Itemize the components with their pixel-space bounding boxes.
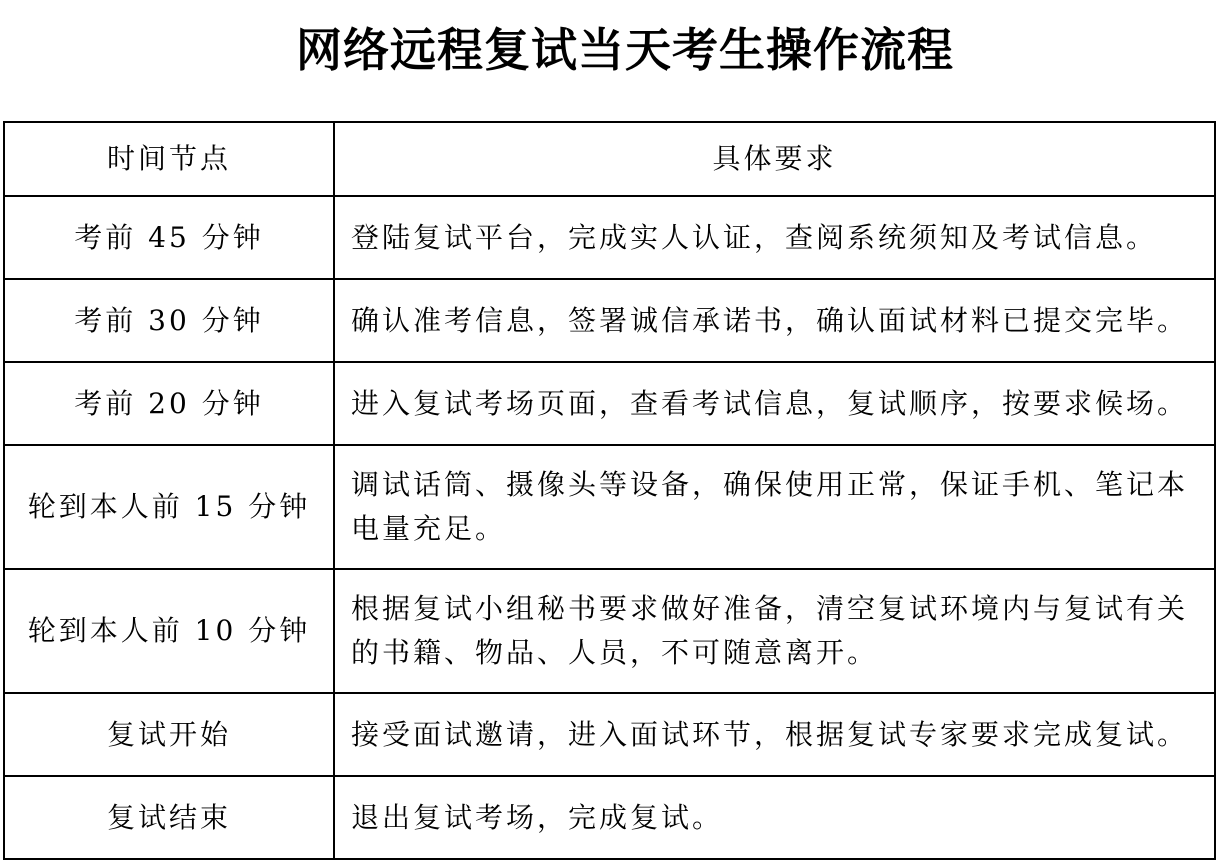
requirement-cell: 退出复试考场，完成复试。 (334, 776, 1215, 859)
time-node-cell: 轮到本人前 15 分钟 (4, 445, 334, 569)
requirement-cell: 确认准考信息，签署诚信承诺书，确认面试材料已提交完毕。 (334, 279, 1215, 362)
time-node-cell: 考前 30 分钟 (4, 279, 334, 362)
time-node-cell: 复试开始 (4, 693, 334, 776)
time-node-cell: 考前 20 分钟 (4, 362, 334, 445)
table-row (4, 776, 1215, 859)
table-row (4, 362, 1215, 445)
requirement-cell: 进入复试考场页面，查看考试信息，复试顺序，按要求候场。 (334, 362, 1215, 445)
time-node-cell: 复试结束 (4, 776, 334, 859)
requirement-cell: 根据复试小组秘书要求做好准备，清空复试环境内与复试有关的书籍、物品、人员，不可随意离开。 (334, 569, 1215, 693)
requirement-cell: 接受面试邀请，进入面试环节，根据复试专家要求完成复试。 (334, 693, 1215, 776)
requirement-cell: 调试话筒、摄像头等设备，确保使用正常，保证手机、笔记本电量充足。 (334, 445, 1215, 569)
requirement-cell: 登陆复试平台，完成实人认证，查阅系统须知及考试信息。 (334, 196, 1215, 279)
header-requirements: 具体要求 (334, 122, 1215, 196)
table-row (4, 693, 1215, 776)
process-table (3, 121, 1216, 860)
table-header-row (4, 122, 1215, 196)
table-row (4, 569, 1215, 693)
time-node-cell: 考前 45 分钟 (4, 196, 334, 279)
header-time-node: 时间节点 (4, 122, 334, 196)
time-node-cell: 轮到本人前 10 分钟 (4, 569, 334, 693)
document-title: 网络远程复试当天考生操作流程 (296, 23, 954, 77)
table-row (4, 196, 1215, 279)
table-row (4, 445, 1215, 569)
table-row (4, 279, 1215, 362)
